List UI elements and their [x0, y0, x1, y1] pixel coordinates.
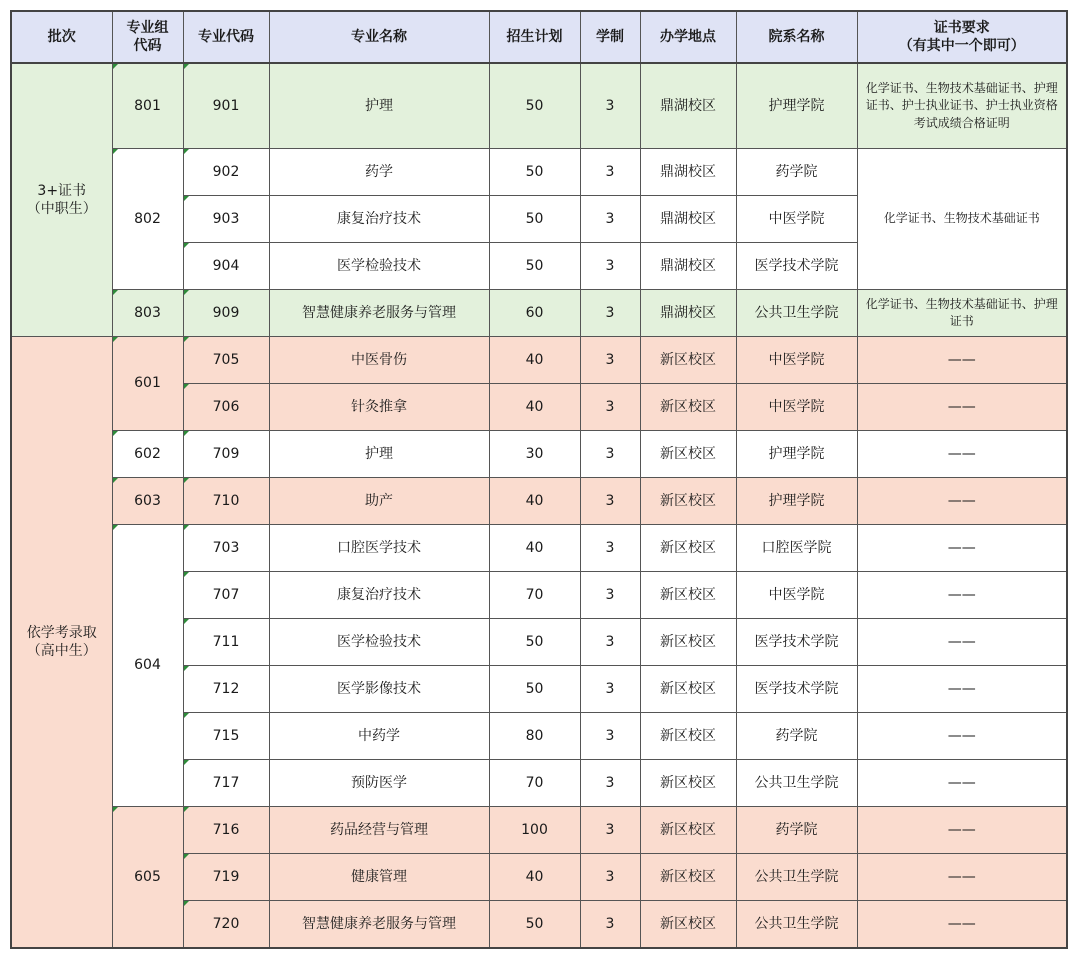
plan-cell: 50 [489, 149, 580, 196]
campus-cell: 新区校区 [640, 525, 736, 572]
cert-cell: —— [857, 478, 1067, 525]
major-code-cell: 720 [183, 901, 269, 949]
campus-cell: 新区校区 [640, 854, 736, 901]
table-row [11, 525, 1067, 572]
major-name-cell: 预防医学 [269, 760, 489, 807]
years-cell: 3 [580, 63, 640, 149]
table-row [11, 478, 1067, 525]
header-group-code [112, 11, 183, 63]
college-cell: 药学院 [736, 149, 857, 196]
group-code-cell: 801 [112, 63, 183, 149]
cert-cell: —— [857, 854, 1067, 901]
major-name-cell: 助产 [269, 478, 489, 525]
plan-cell: 60 [489, 290, 580, 337]
years-cell: 3 [580, 901, 640, 949]
group-code-cell: 604 [112, 525, 183, 807]
cert-cell: —— [857, 431, 1067, 478]
plan-cell: 70 [489, 760, 580, 807]
plan-cell: 50 [489, 196, 580, 243]
plan-cell: 50 [489, 619, 580, 666]
batch-label-line-1: 依学考录取 [26, 624, 97, 641]
major-code-cell: 709 [183, 431, 269, 478]
years-cell: 3 [580, 431, 640, 478]
campus-cell: 鼎湖校区 [640, 149, 736, 196]
table-row [11, 431, 1067, 478]
campus-cell: 新区校区 [640, 337, 736, 384]
major-code-cell: 703 [183, 525, 269, 572]
campus-cell: 新区校区 [640, 431, 736, 478]
campus-cell: 鼎湖校区 [640, 196, 736, 243]
major-name-cell: 口腔医学技术 [269, 525, 489, 572]
years-cell: 3 [580, 572, 640, 619]
college-cell: 口腔医学院 [736, 525, 857, 572]
enrollment-table [10, 10, 1068, 949]
major-code-cell: 902 [183, 149, 269, 196]
years-cell: 3 [580, 196, 640, 243]
header-major-name: 专业名称 [269, 11, 489, 63]
header-cert [857, 11, 1067, 63]
major-code-cell: 901 [183, 63, 269, 149]
group-code-cell: 802 [112, 149, 183, 290]
header-batch: 批次 [11, 11, 112, 63]
campus-cell: 新区校区 [640, 384, 736, 431]
group-code-cell: 602 [112, 431, 183, 478]
campus-cell: 新区校区 [640, 478, 736, 525]
batch-cell [11, 337, 112, 949]
plan-cell: 50 [489, 63, 580, 149]
plan-cell: 100 [489, 807, 580, 854]
years-cell: 3 [580, 149, 640, 196]
table-header [11, 11, 1067, 63]
major-code-cell: 904 [183, 243, 269, 290]
college-cell: 中医学院 [736, 572, 857, 619]
years-cell: 3 [580, 290, 640, 337]
batch-cell [11, 63, 112, 337]
years-cell: 3 [580, 807, 640, 854]
cert-cell: —— [857, 619, 1067, 666]
campus-cell: 新区校区 [640, 572, 736, 619]
major-name-cell: 医学检验技术 [269, 243, 489, 290]
years-cell: 3 [580, 713, 640, 760]
cert-cell: —— [857, 337, 1067, 384]
table-row [11, 807, 1067, 854]
campus-cell: 新区校区 [640, 713, 736, 760]
campus-cell: 鼎湖校区 [640, 243, 736, 290]
plan-cell: 40 [489, 384, 580, 431]
college-cell: 护理学院 [736, 431, 857, 478]
plan-cell: 40 [489, 854, 580, 901]
major-code-cell: 903 [183, 196, 269, 243]
cert-cell: —— [857, 525, 1067, 572]
campus-cell: 新区校区 [640, 901, 736, 949]
cert-cell: 化学证书、生物技术基础证书 [857, 149, 1067, 290]
cert-cell: —— [857, 572, 1067, 619]
plan-cell: 50 [489, 666, 580, 713]
plan-cell: 50 [489, 243, 580, 290]
group-code-cell: 803 [112, 290, 183, 337]
table-row [11, 337, 1067, 384]
major-name-cell: 医学影像技术 [269, 666, 489, 713]
campus-cell: 鼎湖校区 [640, 63, 736, 149]
header-major-code: 专业代码 [183, 11, 269, 63]
college-cell: 中医学院 [736, 384, 857, 431]
major-code-cell: 716 [183, 807, 269, 854]
cert-cell: —— [857, 901, 1067, 949]
cert-cell: —— [857, 666, 1067, 713]
major-code-cell: 706 [183, 384, 269, 431]
campus-cell: 新区校区 [640, 619, 736, 666]
college-cell: 护理学院 [736, 63, 857, 149]
major-code-cell: 705 [183, 337, 269, 384]
college-cell: 医学技术学院 [736, 243, 857, 290]
cert-cell: 化学证书、生物技术基础证书、护理证书、护士执业证书、护士执业资格考试成绩合格证明 [857, 63, 1067, 149]
major-code-cell: 711 [183, 619, 269, 666]
batch-label-line-2: （高中生） [26, 643, 97, 659]
college-cell: 药学院 [736, 807, 857, 854]
years-cell: 3 [580, 478, 640, 525]
batch-label-line-2: （中职生） [26, 201, 97, 217]
cert-cell: —— [857, 384, 1067, 431]
major-code-cell: 715 [183, 713, 269, 760]
cert-cell: —— [857, 760, 1067, 807]
years-cell: 3 [580, 854, 640, 901]
college-cell: 医学技术学院 [736, 619, 857, 666]
major-name-cell: 中药学 [269, 713, 489, 760]
plan-cell: 40 [489, 337, 580, 384]
header-campus: 办学地点 [640, 11, 736, 63]
years-cell: 3 [580, 243, 640, 290]
years-cell: 3 [580, 666, 640, 713]
campus-cell: 新区校区 [640, 807, 736, 854]
header-group-code-line-2: 代码 [133, 38, 162, 54]
cert-cell: 化学证书、生物技术基础证书、护理证书 [857, 290, 1067, 337]
group-code-cell: 603 [112, 478, 183, 525]
plan-cell: 40 [489, 478, 580, 525]
table-row [11, 63, 1067, 149]
header-row [11, 11, 1067, 63]
major-code-cell: 707 [183, 572, 269, 619]
major-name-cell: 护理 [269, 63, 489, 149]
plan-cell: 40 [489, 525, 580, 572]
years-cell: 3 [580, 619, 640, 666]
major-name-cell: 健康管理 [269, 854, 489, 901]
group-code-cell: 605 [112, 807, 183, 949]
college-cell: 公共卫生学院 [736, 760, 857, 807]
header-years: 学制 [580, 11, 640, 63]
major-name-cell: 药品经营与管理 [269, 807, 489, 854]
group-code-cell: 601 [112, 337, 183, 431]
major-name-cell: 智慧健康养老服务与管理 [269, 901, 489, 949]
major-name-cell: 康复治疗技术 [269, 572, 489, 619]
years-cell: 3 [580, 384, 640, 431]
college-cell: 公共卫生学院 [736, 901, 857, 949]
batch-label-line-1: 3+证书 [37, 182, 87, 199]
years-cell: 3 [580, 337, 640, 384]
header-college: 院系名称 [736, 11, 857, 63]
table-body [11, 63, 1067, 948]
college-cell: 公共卫生学院 [736, 290, 857, 337]
major-code-cell: 719 [183, 854, 269, 901]
major-code-cell: 710 [183, 478, 269, 525]
campus-cell: 新区校区 [640, 760, 736, 807]
table-row [11, 290, 1067, 337]
major-name-cell: 医学检验技术 [269, 619, 489, 666]
college-cell: 中医学院 [736, 337, 857, 384]
years-cell: 3 [580, 525, 640, 572]
college-cell: 中医学院 [736, 196, 857, 243]
years-cell: 3 [580, 760, 640, 807]
major-code-cell: 712 [183, 666, 269, 713]
major-code-cell: 909 [183, 290, 269, 337]
header-cert-line-1: 证书要求 [933, 19, 990, 36]
college-cell: 公共卫生学院 [736, 854, 857, 901]
major-name-cell: 药学 [269, 149, 489, 196]
header-group-code-line-1: 专业组 [126, 19, 169, 36]
plan-cell: 70 [489, 572, 580, 619]
campus-cell: 鼎湖校区 [640, 290, 736, 337]
major-name-cell: 智慧健康养老服务与管理 [269, 290, 489, 337]
major-name-cell: 中医骨伤 [269, 337, 489, 384]
table-row [11, 149, 1067, 196]
college-cell: 医学技术学院 [736, 666, 857, 713]
college-cell: 药学院 [736, 713, 857, 760]
cert-cell: —— [857, 713, 1067, 760]
college-cell: 护理学院 [736, 478, 857, 525]
campus-cell: 新区校区 [640, 666, 736, 713]
major-name-cell: 康复治疗技术 [269, 196, 489, 243]
cert-cell: —— [857, 807, 1067, 854]
major-code-cell: 717 [183, 760, 269, 807]
header-cert-line-2: （有其中一个即可） [898, 38, 1025, 54]
header-plan: 招生计划 [489, 11, 580, 63]
major-name-cell: 针灸推拿 [269, 384, 489, 431]
plan-cell: 30 [489, 431, 580, 478]
plan-cell: 50 [489, 901, 580, 949]
major-name-cell: 护理 [269, 431, 489, 478]
plan-cell: 80 [489, 713, 580, 760]
